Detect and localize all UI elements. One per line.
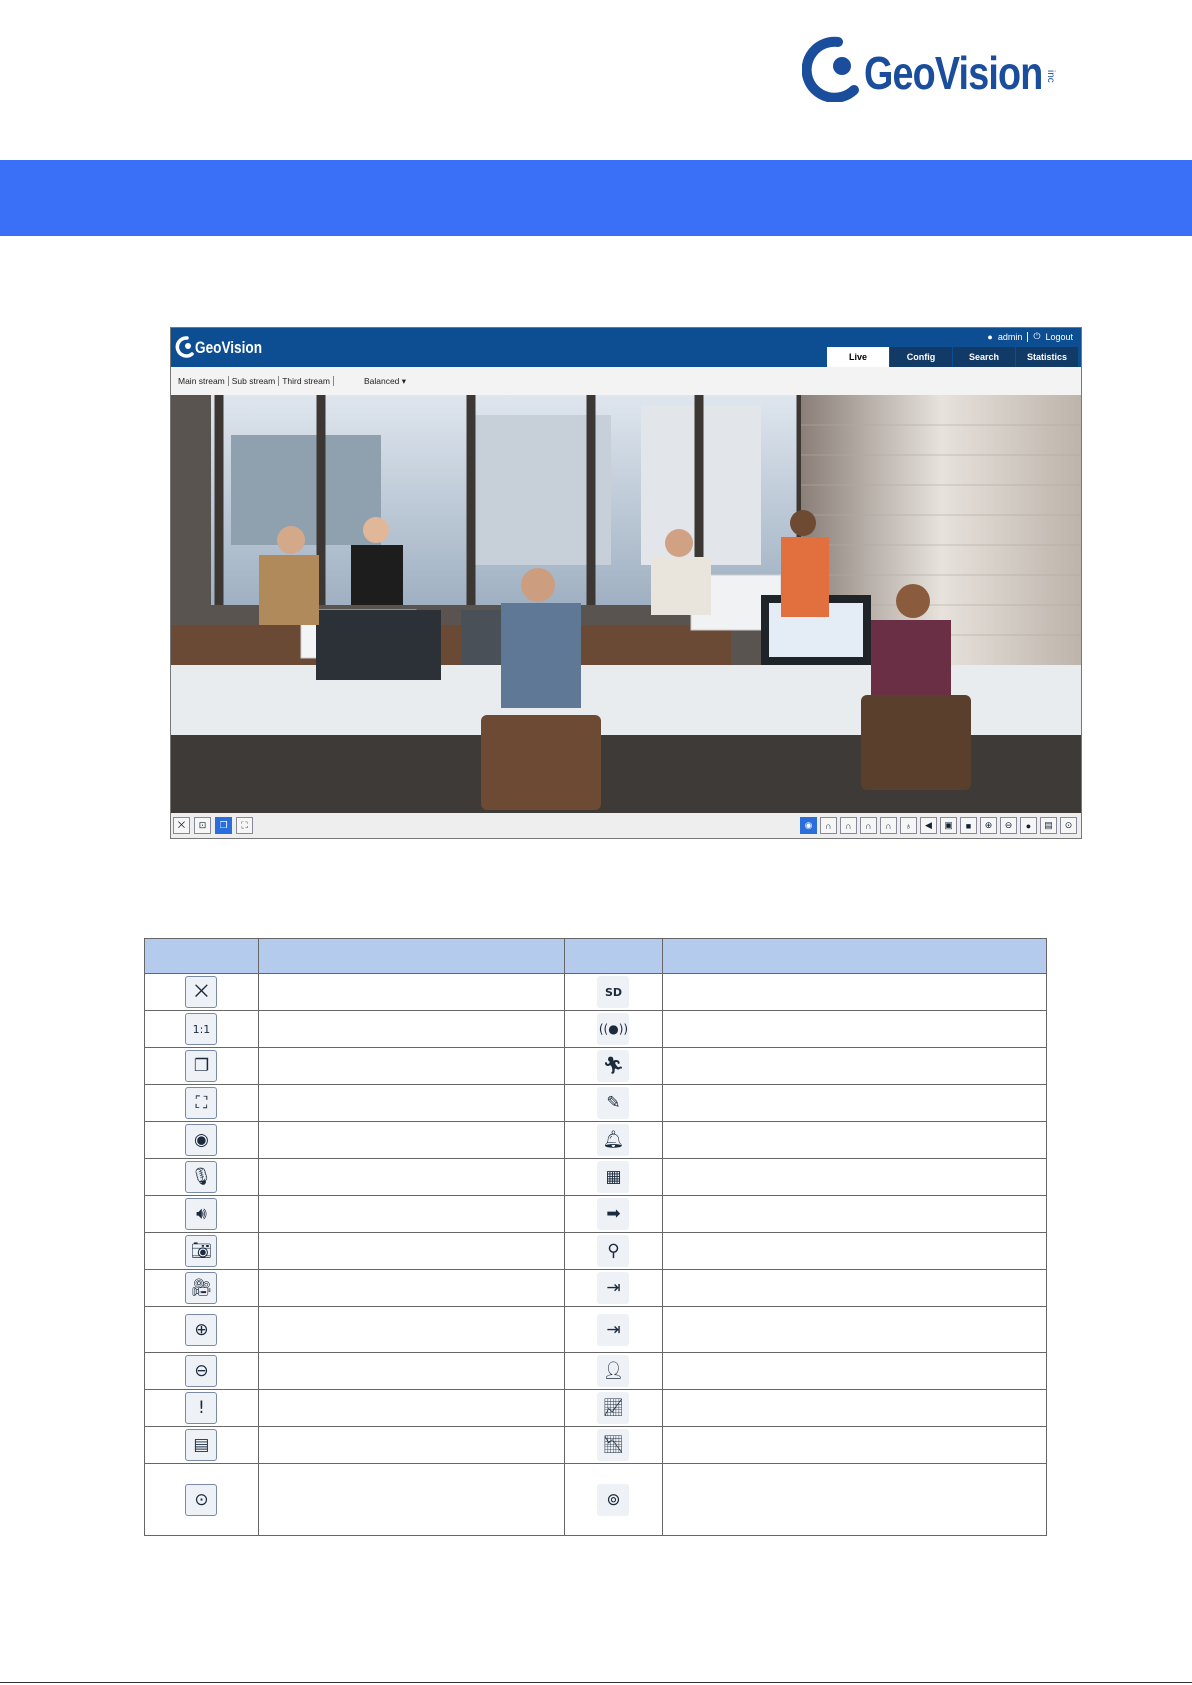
tab-search[interactable]: Search — [953, 347, 1015, 367]
stretch-icon[interactable]: ❐ — [215, 817, 232, 834]
people-count-icon: ⊚ — [597, 1484, 629, 1516]
main-stream-button[interactable]: Main stream — [175, 376, 229, 386]
alarm-signal-icon: ((●)) — [597, 1013, 629, 1045]
original-size-icon: ⨉ — [185, 976, 217, 1008]
logout-link[interactable]: Logout — [1045, 331, 1073, 342]
zoom-out-icon[interactable]: ⊖ — [1000, 817, 1017, 834]
icon-reference-table — [144, 938, 1047, 1536]
divider — [1027, 332, 1028, 342]
zoom-in-icon[interactable]: ⊕ — [980, 817, 997, 834]
alarm-output-icon[interactable]: ∩ — [820, 817, 837, 834]
enter-small-icon: ⇥ — [597, 1314, 629, 1346]
tab-config[interactable]: Config — [890, 347, 952, 367]
main-tabs — [827, 347, 1078, 367]
quality-value: Balanced — [363, 375, 400, 386]
alarm-output-icon[interactable]: ∩ — [880, 817, 897, 834]
person-frame-icon: 👤︎ — [597, 1355, 629, 1387]
line-chart-icon: 📉︎ — [597, 1429, 629, 1461]
enter-icon: ⇥ — [597, 1272, 629, 1304]
web-ui-logo-text: GeoVision — [195, 338, 263, 357]
fullscreen-icon: ⛶ — [185, 1087, 217, 1119]
user-icon: ● — [987, 331, 993, 342]
ptz-center-icon: ⊙ — [185, 1484, 217, 1516]
face-info-icon: ▤ — [185, 1429, 217, 1461]
eye-icon[interactable]: ◉ — [800, 817, 817, 834]
tamper-icon: ✎ — [597, 1087, 629, 1119]
eye-icon: ◉ — [185, 1124, 217, 1156]
alarm-output-icon[interactable]: ∩ — [860, 817, 877, 834]
alarm-output-icon[interactable]: ∩ — [840, 817, 857, 834]
video-frame[interactable] — [171, 395, 1081, 813]
user-name[interactable]: admin — [997, 331, 1023, 342]
table-row — [145, 1122, 1047, 1159]
mosaic-icon: ▦ — [597, 1161, 629, 1193]
original-size-icon[interactable]: ⨉ — [173, 817, 190, 834]
column-header — [564, 939, 663, 974]
bell-icon: 🔔︎ — [597, 1124, 629, 1156]
power-icon: ⏻ — [1033, 331, 1041, 341]
alarm-output-icon: ! — [185, 1392, 217, 1424]
quality-select[interactable] — [364, 376, 406, 387]
web-ui-logo — [175, 332, 275, 362]
geovision-logo — [802, 36, 1074, 108]
column-header — [258, 939, 564, 974]
ptz-center-icon[interactable]: ⊙ — [1060, 817, 1077, 834]
video-toolbar — [171, 813, 1081, 838]
live-view-screenshot — [170, 327, 1082, 839]
table-row — [145, 1196, 1047, 1233]
chevron-down-icon: ▾ — [401, 375, 407, 386]
location-pin-icon: ⚲ — [597, 1235, 629, 1267]
table-row — [145, 1427, 1047, 1464]
sub-stream-button[interactable]: Sub stream — [229, 376, 279, 386]
table-row — [145, 1353, 1047, 1390]
logo-suffix: inc — [1045, 70, 1056, 83]
table-row — [145, 1464, 1047, 1536]
stream-bar — [171, 367, 1081, 395]
table-row — [145, 974, 1047, 1011]
stretch-icon: ❐ — [185, 1050, 217, 1082]
record-icon[interactable]: ■ — [960, 817, 977, 834]
fit-to-window-icon: 1:1 — [185, 1013, 217, 1045]
logo-wordmark: GeoVision — [864, 47, 1043, 99]
tab-live[interactable]: Live — [827, 347, 889, 367]
record-icon: 🎥︎ — [185, 1272, 217, 1304]
snapshot-icon: 📷︎ — [185, 1235, 217, 1267]
microphone-icon[interactable]: ♁ — [900, 817, 917, 834]
speaker-icon[interactable]: ◀ — [920, 817, 937, 834]
table-row — [145, 1390, 1047, 1427]
table-row — [145, 1270, 1047, 1307]
table-row — [145, 1048, 1047, 1085]
fit-to-window-icon[interactable]: ⊡ — [194, 817, 211, 834]
tab-statistics[interactable]: Statistics — [1016, 347, 1078, 367]
snapshot-icon[interactable]: ▣ — [940, 817, 957, 834]
face-info-icon[interactable]: ▤ — [1040, 817, 1057, 834]
table-header — [145, 939, 1047, 974]
web-ui-header — [171, 328, 1081, 367]
column-header — [145, 939, 259, 974]
fullscreen-icon[interactable]: ⛶ — [236, 817, 253, 834]
sd-record-icon[interactable]: ● — [1020, 817, 1037, 834]
column-header — [663, 939, 1047, 974]
table-row — [145, 1085, 1047, 1122]
microphone-icon: 🎙︎ — [185, 1161, 217, 1193]
header-band — [0, 160, 1192, 236]
exit-arrow-icon: ➡ — [597, 1198, 629, 1230]
line-chart-small-icon: 📈︎ — [597, 1392, 629, 1424]
sd-record-icon: SD — [597, 976, 629, 1008]
zoom-out-icon: ⊖ — [185, 1355, 217, 1387]
user-bar — [987, 331, 1073, 342]
table-row — [145, 1307, 1047, 1353]
table-row — [145, 1011, 1047, 1048]
motion-person-icon: 🏃︎ — [597, 1050, 629, 1082]
footer-rule — [0, 1682, 1192, 1683]
table-row — [145, 1233, 1047, 1270]
speaker-icon: 🔊︎ — [185, 1198, 217, 1230]
third-stream-button[interactable]: Third stream — [279, 376, 334, 386]
table-row — [145, 1159, 1047, 1196]
zoom-in-icon: ⊕ — [185, 1314, 217, 1346]
